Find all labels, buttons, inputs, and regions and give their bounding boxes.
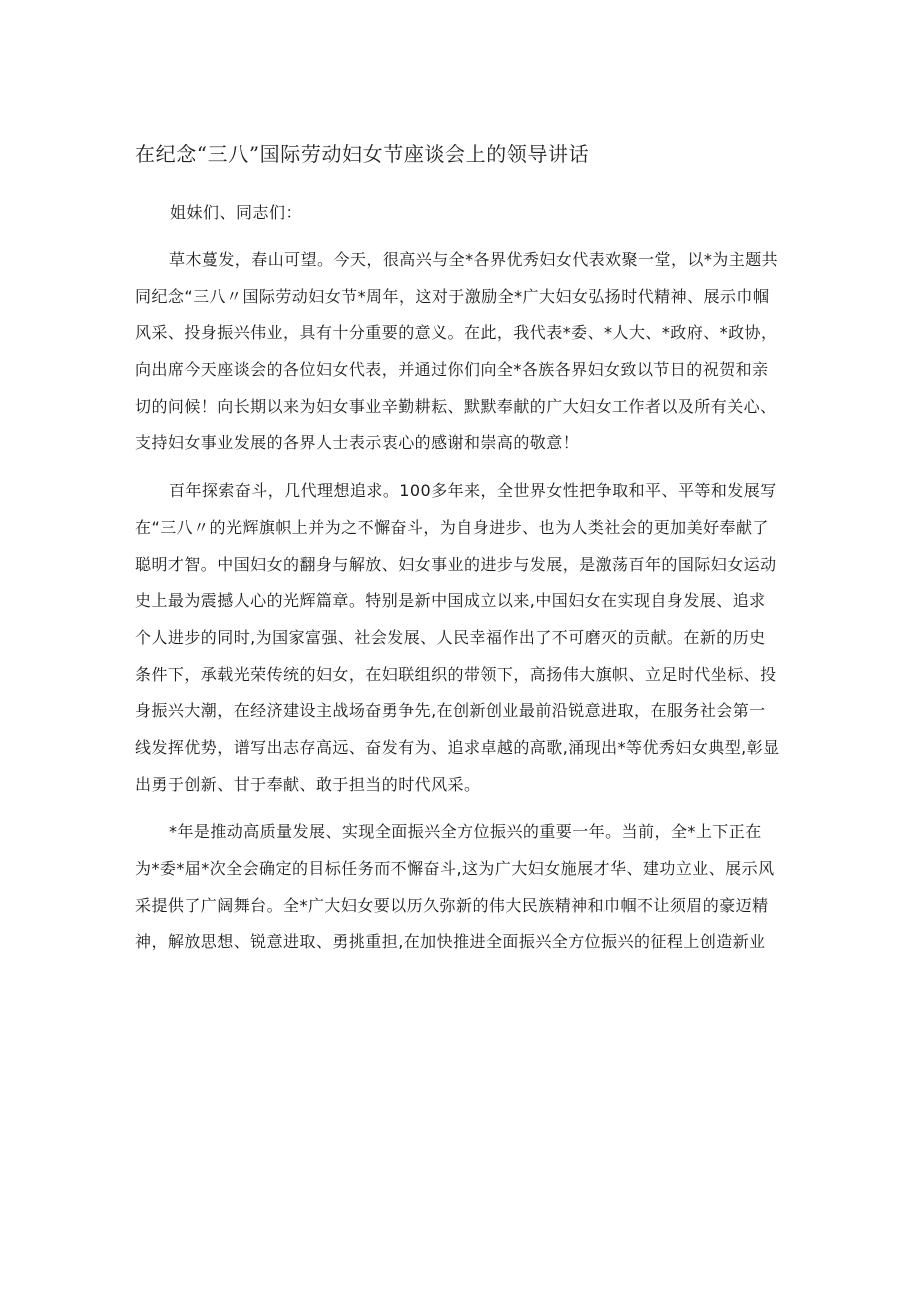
paragraph-line: 出勇于创新、甘于奉献、敢于担当的时代风采。 — [135, 774, 481, 794]
paragraph-line: 史上最为震撼人心的光辉篇章。特别是新中国成立以来,中国妇女在实现自身发展、追求 — [135, 591, 766, 611]
paragraph-line: 采提供了广阔舞台。全*广大妇女要以历久弥新的伟大民族精神和巾帼不让须眉的豪迈精 — [135, 895, 769, 915]
paragraph-line: 为*委*届*次全会确定的目标任务而不懈奋斗,这为广大妇女施展才华、建功立业、展示风 — [135, 859, 775, 878]
paragraph-line: *年是推动高质量发展、实现全面振兴全方位振兴的重要一年。当前，全*上下正在 — [169, 822, 762, 842]
paragraph-line: 支持妇女事业发展的各界人士表示衷心的感谢和崇高的敬意！ — [135, 433, 580, 453]
paragraph-line: 同纪念“三八〃国际劳动妇女节*周年，这对于激励全*广大妇女弘扬时代精神、展示巾帼 — [135, 286, 770, 306]
paragraph-line: 身振兴大潮，在经济建设主战场奋勇争先,在创新创业最前沿锐意进取，在服务社会第一 — [135, 701, 766, 721]
paragraph-2 — [135, 473, 795, 803]
paragraph-line: 神，解放思想、锐意进取、勇挑重担,在加快推进全面振兴全方位振兴的征程上创造新业 — [135, 932, 766, 952]
paragraph-line: 聪明才智。中国妇女的翻身与解放、妇女事业的进步与发展，是激荡百年的国际妇女运动 — [135, 554, 777, 574]
paragraph-line: 线发挥优势，谱写出志存高远、奋发有为、追求卓越的高歌,涌现出*等优秀妇女典型,彰显 — [135, 737, 780, 757]
paragraph-line: 向出席今天座谈会的各位妇女代表，并通过你们向全*各族各界妇女致以节日的祝贺和亲 — [135, 360, 769, 380]
paragraph-spacer — [135, 462, 795, 473]
paragraph-line: 风采、投身振兴伟业，具有十分重要的意义。在此，我代表*委、*人大、*政府、*政协， — [135, 323, 778, 343]
salutation: 姐妹们、同志们： — [170, 203, 303, 222]
paragraph-line: 条件下，承载光荣传统的妇女，在妇联组织的带领下，高扬伟大旗帜、立足时代坐标、投 — [135, 664, 777, 684]
paragraph-3 — [135, 814, 795, 961]
paragraph-line: 在“三八〃的光辉旗帜上并为之不懈奋斗，为自身进步、也为人类社会的更加美好奉献了 — [135, 517, 769, 537]
paragraph-1 — [135, 242, 795, 462]
paragraph-line: 草木蔓发，春山可望。今天，很高兴与全*各界优秀妇女代表欢聚一堂，以*为主题共 — [169, 250, 779, 269]
document-title: 在纪念“三八”国际劳动妇女节座谈会上的领导讲话 — [135, 142, 590, 166]
paragraph-line: 个人进步的同时,为国家富强、社会发展、人民幸福作出了不可磨灭的贡献。在新的历史 — [135, 627, 766, 647]
paragraph-spacer — [135, 803, 795, 814]
paragraph-line: 切的问候！向长期以来为妇女事业辛勤耕耘、默默奉献的广大妇女工作者以及所有关心、 — [135, 396, 777, 416]
document-body — [135, 242, 795, 961]
paragraph-line: 百年探索奋斗，几代理想追求。100多年来，全世界女性把争取和平、平等和发展写 — [169, 481, 777, 501]
